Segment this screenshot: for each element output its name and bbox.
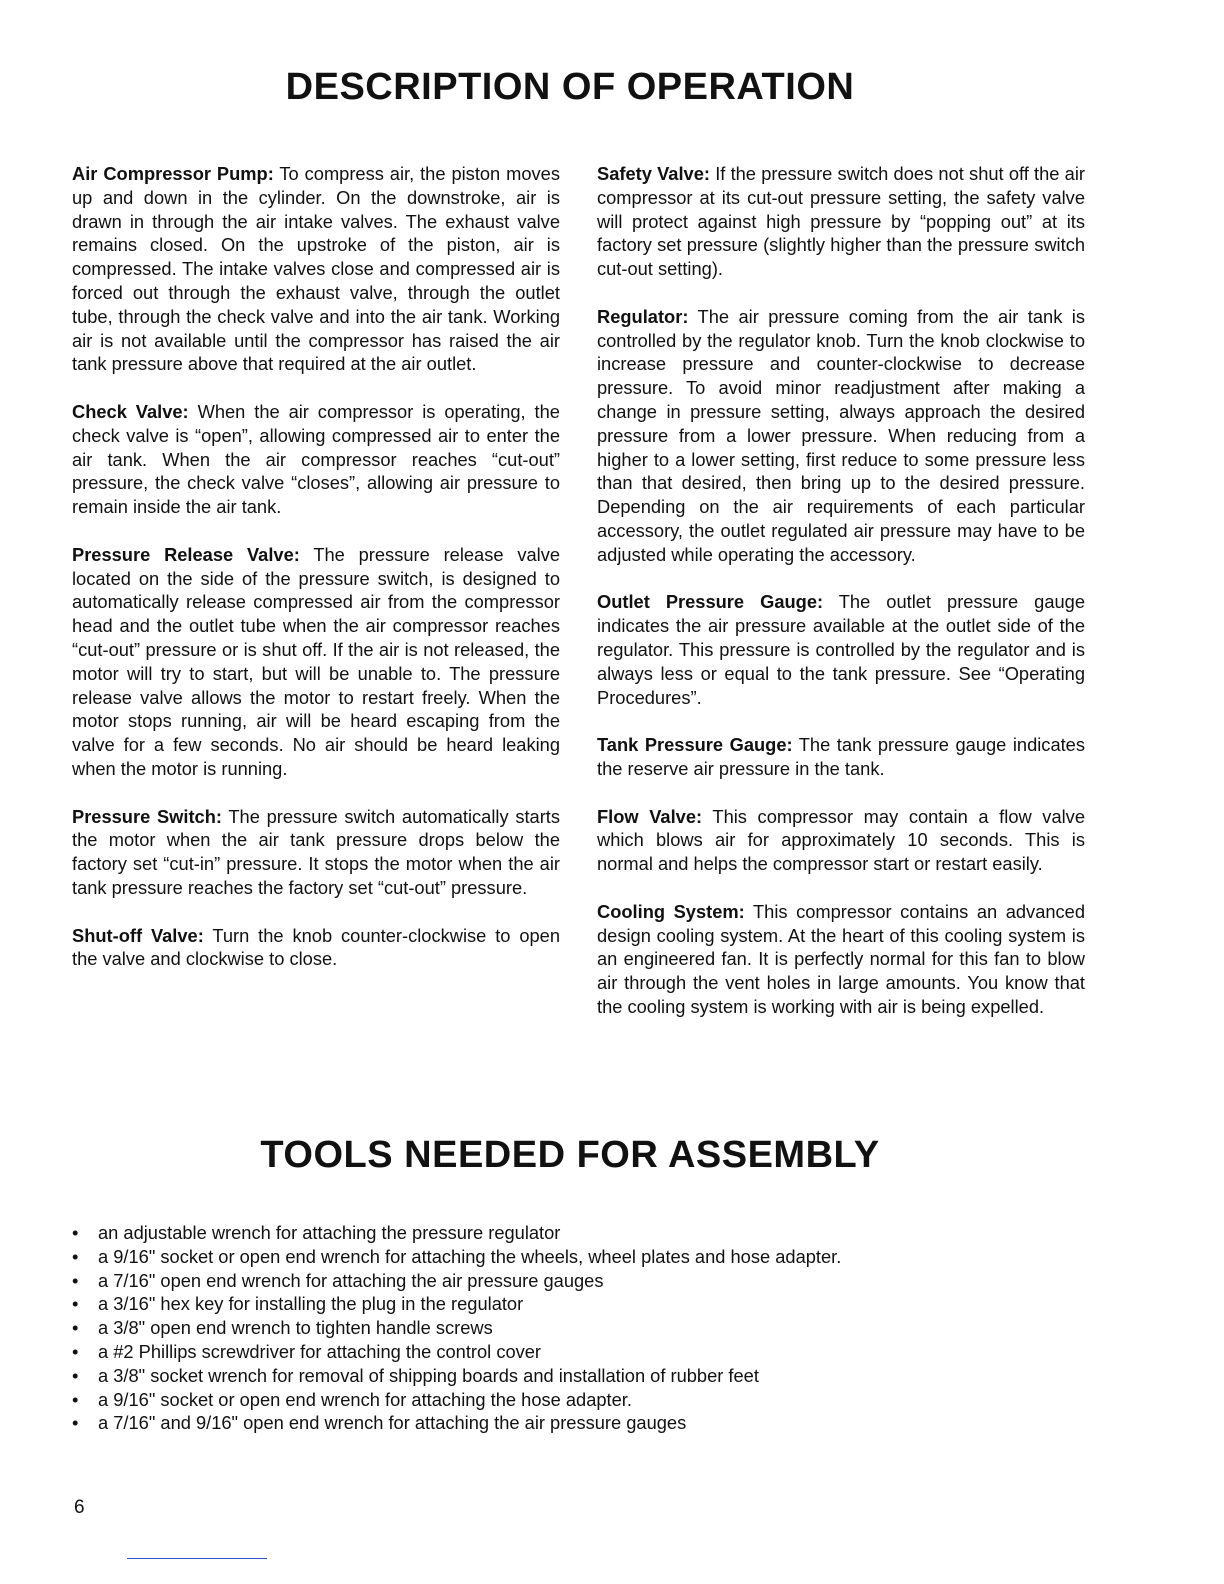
bullet-icon: • <box>72 1245 79 1267</box>
section-safety-valve <box>597 162 1085 281</box>
section-text: The air pressure coming from the air tank is controlled by the regulator knob. Turn the knob clockwise to increase pressure and counter-clockwise to decrease pressure. To avoid minor readjustment after making a change in pressure setting, always approach the desired pressure from a lower pressure. When reducing from a higher to a lower setting, first reduce to some pressure less than that desired, then bring up to the desired pressure. Depending on the air requirements of each particular accessory, the outlet regulated air pressure may have to be adjusted while operating the accessory. <box>597 305 1086 565</box>
section-tank-pressure-gauge <box>597 733 1085 781</box>
tool-item-text: a 3/8" socket wrench for removal of shipping boards and installation of rubber feet <box>98 1364 759 1386</box>
section-outlet-pressure-gauge <box>597 590 1085 709</box>
bullet-icon: • <box>72 1388 79 1410</box>
tool-item-text: a #2 Phillips screwdriver for attaching the control cover <box>98 1340 542 1362</box>
section-pressure-release-valve <box>72 543 560 781</box>
description-left-column <box>72 162 560 995</box>
tool-item-text: a 9/16" socket or open end wrench for attaching the hose adapter. <box>98 1388 632 1410</box>
tool-item-text: a 3/16" hex key for installing the plug in the regulator <box>98 1293 524 1315</box>
description-title: DESCRIPTION OF OPERATION <box>285 66 855 108</box>
section-label: Cooling System: <box>597 900 745 922</box>
tool-item <box>72 1292 1072 1316</box>
tool-item-text: a 7/16" open end wrench for attaching the air pressure gauges <box>98 1269 604 1291</box>
bullet-icon: • <box>72 1293 79 1315</box>
footer-rule <box>127 1558 267 1559</box>
section-label: Pressure Switch: <box>72 805 222 827</box>
description-right-column <box>597 162 1085 1042</box>
tool-item-text: a 9/16" socket or open end wrench for attaching the wheels, wheel plates and hose adapter. <box>98 1245 842 1267</box>
section-label: Safety Valve: <box>597 163 710 184</box>
section-text: Turn the knob counter-clockwise to open the valve and clockwise to close. <box>72 924 561 970</box>
section-text: This compressor contains an advanced design cooling system. At the heart of this cooling system is an engineered fan. It is perfectly normal for this fan to blow air through the vent holes in large amounts. You know that the cooling system is working with air is being expelled. <box>597 900 1086 1017</box>
section-shut-off-valve <box>72 924 560 972</box>
section-text: If the pressure switch does not shut off the air compressor at its cut-out pressure setting, the safety valve will protect against high pressure by “popping out” at its factory set pressure (slightly higher than the pressure switch cut-out setting). <box>597 163 1085 280</box>
tool-item-text: an adjustable wrench for attaching the pressure regulator <box>98 1222 561 1243</box>
section-regulator <box>597 305 1085 567</box>
section-flow-valve <box>597 805 1085 876</box>
bullet-icon: • <box>72 1412 79 1434</box>
tool-item <box>72 1340 1072 1364</box>
tool-item <box>72 1388 1072 1412</box>
bullet-icon: • <box>72 1222 79 1243</box>
tool-item <box>72 1269 1072 1293</box>
section-text: This compressor may contain a flow valve which blows air for approximately 10 seconds. This is normal and helps the compressor start or restart easily. <box>597 805 1085 875</box>
section-pressure-switch <box>72 805 560 900</box>
tool-item <box>72 1364 1072 1388</box>
tool-item <box>72 1245 1072 1269</box>
section-text: The tank pressure gauge indicates the reserve air pressure in the tank. <box>597 734 1085 779</box>
bullet-icon: • <box>72 1317 79 1339</box>
bullet-icon: • <box>72 1364 79 1386</box>
section-label: Air Compressor Pump: <box>72 163 274 184</box>
tool-item-text: a 7/16" and 9/16" open end wrench for attaching the air pressure gauges <box>98 1412 687 1434</box>
tools-title: TOOLS NEEDED FOR ASSEMBLY <box>260 1134 880 1176</box>
section-label: Tank Pressure Gauge: <box>597 734 793 756</box>
section-cooling-system <box>597 900 1085 1019</box>
section-check-valve <box>72 400 560 519</box>
section-label: Shut-off Valve: <box>72 924 204 946</box>
section-label: Outlet Pressure Gauge: <box>597 591 824 613</box>
section-label: Regulator: <box>597 305 689 327</box>
section-text: When the air compressor is operating, the check valve is “open”, allowing compressed air to enter the air tank. When the air compressor reaches “cut-out” pressure, the check valve “closes”, allowing air pressure to remain inside the air tank. <box>72 400 560 518</box>
tool-item <box>72 1316 1072 1340</box>
tool-item <box>72 1411 1072 1435</box>
tools-list <box>72 1221 1072 1435</box>
section-text: The pressure switch automatically starts the motor when the air tank pressure drops below the factory set “cut-in” pressure. It stops the motor when the air tank pressure reaches the factory set “cut-out” pressure. <box>72 805 561 898</box>
section-label: Check Valve: <box>72 400 189 422</box>
bullet-icon: • <box>72 1340 79 1362</box>
tool-item <box>72 1221 1072 1245</box>
section-text: The pressure release valve located on the side of the pressure switch, is designed to automatically release compressed air from the compressor head and the outlet tube when the air compressor reaches “cut-out” pressure or is shut off. If the air is not released, the motor will try to start, but will be unable to. The pressure release valve allows the motor to restart freely. When the motor stops running, air will be heard escaping from the valve for a few seconds. No air should be heard leaking when the motor is running. <box>72 543 561 779</box>
section-label: Pressure Release Valve: <box>72 543 300 565</box>
section-text: To compress air, the piston moves up and down in the cylinder. On the downstroke, air is drawn in through the air intake valves. The exhaust valve remains closed. On the upstroke of the piston, air is compressed. The intake valves close and compressed air is forced out through the exhaust valve, through the outlet tube, through the check valve and into the air tank. Working air is not available until the compressor has raised the air tank pressure above that required at the air outlet. <box>72 163 560 375</box>
bullet-icon: • <box>72 1269 79 1291</box>
section-label: Flow Valve: <box>597 805 703 827</box>
tool-item-text: a 3/8" open end wrench to tighten handle screws <box>98 1317 493 1339</box>
page-number: 6 <box>74 1497 85 1518</box>
section-air-compressor-pump <box>72 162 560 376</box>
section-text: The outlet pressure gauge indicates the air pressure available at the outlet side of the regulator. This pressure is controlled by the regulator and is always less or equal to the tank pressure. See “Operating Procedures”. <box>597 591 1085 708</box>
